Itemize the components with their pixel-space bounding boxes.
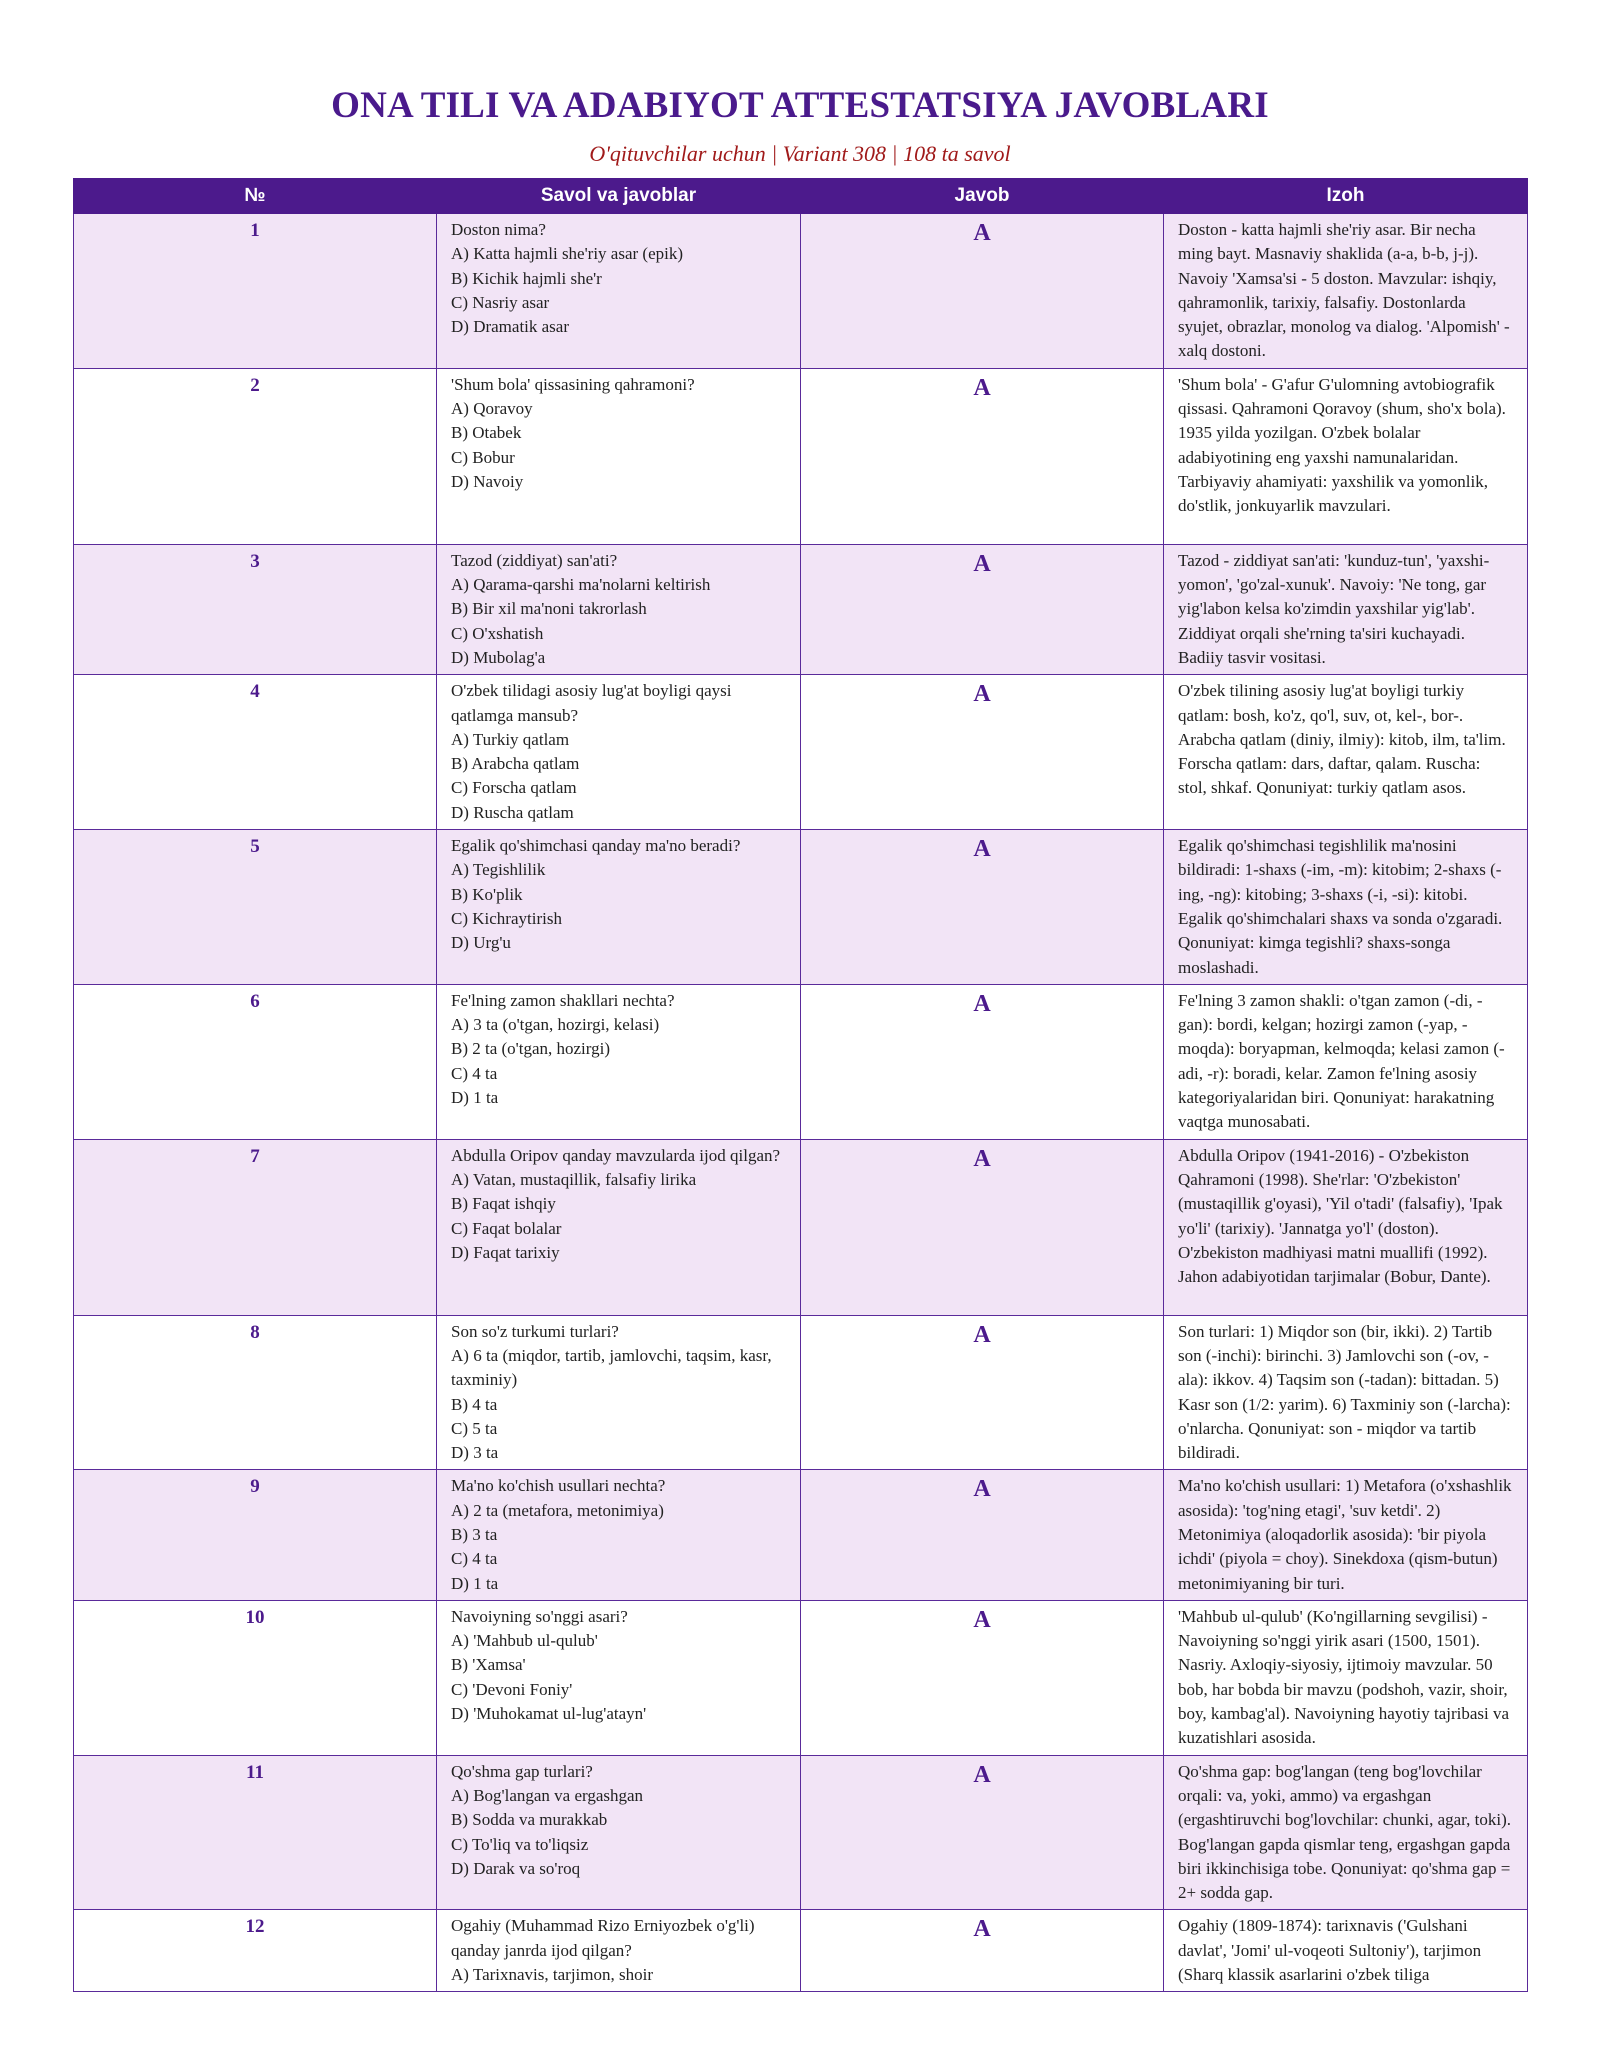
answer-option: A) Qoravoy: [451, 399, 533, 419]
question-text: Abdulla Oripov qanday mavzularda ijod qilgan?: [451, 1145, 781, 1165]
row-number: 3: [74, 544, 437, 674]
explanation-cell: O'zbek tilining asosiy lug'at boyligi turkiy qatlam: bosh, ko'z, qo'l, suv, ot, kel-, bor-. Arabcha qatlam (diniy, ilmiy): kitob, ilm, ta'lim. Forscha qatlam: dars, daftar, qalam. Ruscha: stol, shkaf. Qonuniyat: turkiy qatlam asos.: [1164, 675, 1528, 830]
question-text: Qo'shma gap turlari?: [451, 1761, 593, 1781]
table-row: [74, 1600, 1528, 1755]
correct-answer: A: [801, 368, 1164, 544]
answer-option: D) Darak va so'roq: [451, 1858, 581, 1878]
row-number: 5: [74, 830, 437, 985]
answer-option: C) 4 ta: [451, 1549, 498, 1569]
answer-option: C) Faqat bolalar: [451, 1218, 562, 1238]
table-row: [74, 214, 1528, 369]
explanation-cell: Qo'shma gap: bog'langan (teng bog'lovchilar orqali: va, yoki, ammo) va ergashgan (ergashtiruvchi bog'lovchilar: chunki, agar, toki). Bog'langan gapda qismlar teng, ergashgan gapda biri ikkinchisiga tobe. Qonuniyat: qo'shma gap = 2+ sodda gap.: [1164, 1755, 1528, 1910]
answer-option: D) Faqat tarixiy: [451, 1242, 560, 1262]
correct-answer: A: [801, 1600, 1164, 1755]
explanation-cell: 'Mahbub ul-qulub' (Ko'ngillarning sevgilisi) - Navoiyning so'nggi yirik asari (1500, 1501). Nasriy. Axloqiy-siyosiy, ijtimoiy mavzular. 50 bob, har bobda bir mavzu (podshoh, vazir, shoir, boy, kambag'al). Navoiyning hayotiy tajribasi va kuzatishlari asosida.: [1164, 1600, 1528, 1755]
answer-option: D) Dramatik asar: [451, 317, 570, 337]
answer-option: C) Bobur: [451, 447, 515, 467]
answer-option: D) 1 ta: [451, 1573, 499, 1593]
answer-option: C) 'Devoni Foniy': [451, 1679, 573, 1699]
answer-option: B) Kichik hajmli she'r: [451, 268, 602, 288]
correct-answer: A: [801, 1315, 1164, 1470]
row-number: 8: [74, 1315, 437, 1470]
table-row: [74, 1755, 1528, 1910]
answer-option: B) Faqat ishqiy: [451, 1194, 556, 1214]
question-cell: [437, 1139, 801, 1315]
answer-option: B) Ko'plik: [451, 884, 523, 904]
answer-option: A) 6 ta (miqdor, tartib, jamlovchi, taqsim, kasr, taxminiy): [451, 1345, 772, 1390]
table-header-row: [74, 179, 1528, 214]
answer-option: B) 'Xamsa': [451, 1655, 526, 1675]
question-text: 'Shum bola' qissasining qahramoni?: [451, 374, 695, 394]
column-header-answer: Javob: [801, 179, 1164, 214]
table-row: [74, 1470, 1528, 1600]
answer-option: A) Tarixnavis, tarjimon, shoir: [451, 1965, 653, 1985]
correct-answer: A: [801, 1470, 1164, 1600]
question-cell: [437, 984, 801, 1139]
row-number: 2: [74, 368, 437, 544]
question-text: Ma'no ko'chish usullari nechta?: [451, 1476, 666, 1496]
correct-answer: A: [801, 214, 1164, 369]
explanation-cell: Abdulla Oripov (1941-2016) - O'zbekiston Qahramoni (1998). She'rlar: 'O'zbekiston' (mustaqillik g'oyasi), 'Yil o'tadi' (falsafiy), 'Ipak yo'li' (tarixiy). 'Jannatga yo'l' (doston). O'zbekiston madhiyasi matni muallifi (1992). Jahon adabiyotidan tarjimalar (Bobur, Dante).: [1164, 1139, 1528, 1315]
column-header-note: Izoh: [1164, 179, 1528, 214]
correct-answer: A: [801, 544, 1164, 674]
table-row: [74, 984, 1528, 1139]
correct-answer: A: [801, 830, 1164, 985]
answer-option: A) 2 ta (metafora, metonimiya): [451, 1500, 664, 1520]
explanation-cell: Son turlari: 1) Miqdor son (bir, ikki). 2) Tartib son (-inchi): birinchi. 3) Jamlovchi son (-ov, -ala): ikkov. 4) Taqsim son (-tadan): bittadan. 5) Kasr son (1/2: yarim). 6) Taxminiy son (-larcha): o'nlarcha. Qonuniyat: son - miqdor va tartib bildiradi.: [1164, 1315, 1528, 1470]
explanation-cell: Fe'lning 3 zamon shakli: o'tgan zamon (-di, -gan): bordi, kelgan; hozirgi zamon (-yap, -moqda): boryapman, kelmoqda; kelasi zamon (-adi, -r): boradi, kelar. Zamon fe'lning asosiy kategoriyalaridan biri. Qonuniyat: harakatning vaqtga munosabati.: [1164, 984, 1528, 1139]
question-text: O'zbek tilidagi asosiy lug'at boyligi qaysi qatlamga mansub?: [451, 681, 732, 725]
answer-option: D) 1 ta: [451, 1088, 499, 1108]
page-title: ONA TILI VA ADABIYOT ATTESTATSIYA JAVOBLARI: [331, 85, 1269, 126]
answer-option: C) 5 ta: [451, 1418, 498, 1438]
answer-option: A) Turkiy qatlam: [451, 729, 570, 749]
row-number: 9: [74, 1470, 437, 1600]
question-cell: [437, 1910, 801, 1992]
answer-option: C) Kichraytirish: [451, 908, 562, 928]
answer-option: C) Nasriy asar: [451, 292, 550, 312]
answer-option: A) Vatan, mustaqillik, falsafiy lirika: [451, 1169, 697, 1189]
answer-option: A) Bog'langan va ergashgan: [451, 1785, 644, 1805]
explanation-cell: Tazod - ziddiyat san'ati: 'kunduz-tun', 'yaxshi-yomon', 'go'zal-xunuk'. Navoiy: 'Ne tong, gar yig'labon kelsa ko'zimdin yaxshilar yig'lab'. Ziddiyat orqali she'rning ta'siri kuchayadi. Badiiy tasvir vositasi.: [1164, 544, 1528, 674]
answer-option: C) Forscha qatlam: [451, 778, 577, 798]
explanation-cell: Egalik qo'shimchasi tegishlilik ma'nosini bildiradi: 1-shaxs (-im, -m): kitobim; 2-shaxs (-ing, -ng): kitobing; 3-shaxs (-i, -si): kitobi. Egalik qo'shimchalari shaxs va sonda o'zgaradi. Qonuniyat: kimga tegishli? shaxs-songa moslashadi.: [1164, 830, 1528, 985]
answer-option: B) Bir xil ma'noni takrorlash: [451, 599, 647, 619]
answer-option: D) 3 ta: [451, 1443, 499, 1463]
explanation-cell: 'Shum bola' - G'afur G'ulomning avtobiografik qissasi. Qahramoni Qoravoy (shum, sho'x bola). 1935 yilda yozilgan. O'zbek bolalar adabiyotining eng yaxshi namunalaridan. Tarbiyaviy ahamiyati: yaxshilik va yomonlik, do'stlik, jonkuyarlik mavzulari.: [1164, 368, 1528, 544]
explanation-cell: Doston - katta hajmli she'riy asar. Bir necha ming bayt. Masnaviy shaklida (a-a, b-b, j-j). Navoiy 'Xamsa'si - 5 doston. Mavzular: ishqiy, qahramonlik, tarixiy, falsafiy. Dostonlarda syujet, obrazlar, monolog va dialog. 'Alpomish' - xalq dostoni.: [1164, 214, 1528, 369]
row-number: 7: [74, 1139, 437, 1315]
question-cell: [437, 544, 801, 674]
table-row: [74, 1139, 1528, 1315]
table-row: [74, 675, 1528, 830]
table-row: [74, 368, 1528, 544]
answer-option: C) To'liq va to'liqsiz: [451, 1834, 589, 1854]
row-number: 12: [74, 1910, 437, 1992]
answer-option: A) 3 ta (o'tgan, hozirgi, kelasi): [451, 1015, 660, 1035]
answer-option: B) Otabek: [451, 423, 522, 443]
question-cell: [437, 830, 801, 985]
answer-option: B) 2 ta (o'tgan, hozirgi): [451, 1039, 611, 1059]
table-row: [74, 1910, 1528, 1992]
correct-answer: A: [801, 1910, 1164, 1992]
question-text: Doston nima?: [451, 220, 546, 239]
correct-answer: A: [801, 984, 1164, 1139]
correct-answer: A: [801, 1139, 1164, 1315]
question-text: Ogahiy (Muhammad Rizo Erniyozbek o'g'li) qanday janrda ijod qilgan?: [451, 1916, 755, 1960]
column-header-number: №: [74, 179, 437, 214]
question-cell: [437, 368, 801, 544]
row-number: 10: [74, 1600, 437, 1755]
question-text: Egalik qo'shimchasi qanday ma'no beradi?: [451, 836, 741, 856]
question-text: Navoiyning so'nggi asari?: [451, 1606, 628, 1626]
row-number: 1: [74, 214, 437, 369]
answer-option: D) Navoiy: [451, 471, 524, 491]
row-number: 11: [74, 1755, 437, 1910]
correct-answer: A: [801, 675, 1164, 830]
answer-option: A) Qarama-qarshi ma'nolarni keltirish: [451, 575, 711, 595]
answer-option: B) Sodda va murakkab: [451, 1810, 608, 1830]
answer-option: C) O'xshatish: [451, 623, 544, 643]
page-subtitle: O'qituvchilar uchun | Variant 308 | 108 ta savol: [589, 141, 1011, 166]
question-cell: [437, 675, 801, 830]
answer-option: D) 'Muhokamat ul-lug'atayn': [451, 1704, 647, 1724]
answer-option: A) 'Mahbub ul-qulub': [451, 1631, 598, 1651]
answer-option: C) 4 ta: [451, 1063, 498, 1083]
answers-table: [73, 178, 1528, 1992]
answer-option: D) Urg'u: [451, 933, 511, 953]
question-cell: [437, 1755, 801, 1910]
answer-option: D) Ruscha qatlam: [451, 802, 574, 822]
question-cell: [437, 1315, 801, 1470]
table-row: [74, 544, 1528, 674]
question-cell: [437, 1600, 801, 1755]
question-text: Tazod (ziddiyat) san'ati?: [451, 550, 618, 570]
answer-option: D) Mubolag'a: [451, 647, 546, 667]
column-header-question: Savol va javoblar: [437, 179, 801, 214]
explanation-cell: Ogahiy (1809-1874): tarixnavis ('Gulshani davlat', 'Jomi' ul-voqeoti Sultoniy'), tarjimon (Sharq klassik asarlarini o'zbek tiliga: [1164, 1910, 1528, 1992]
answer-option: A) Tegishlilik: [451, 860, 546, 880]
row-number: 6: [74, 984, 437, 1139]
answer-option: A) Katta hajmli she'riy asar (epik): [451, 244, 684, 264]
question-text: Fe'lning zamon shakllari nechta?: [451, 990, 675, 1010]
table-row: [74, 830, 1528, 985]
row-number: 4: [74, 675, 437, 830]
answer-option: B) Arabcha qatlam: [451, 754, 580, 774]
table-row: [74, 1315, 1528, 1470]
answer-option: B) 4 ta: [451, 1394, 498, 1414]
question-cell: [437, 214, 801, 369]
answer-option: B) 3 ta: [451, 1524, 498, 1544]
question-cell: [437, 1470, 801, 1600]
explanation-cell: Ma'no ko'chish usullari: 1) Metafora (o'xshashlik asosida): 'tog'ning etagi', 'suv ketdi'. 2) Metonimiya (aloqadorlik asosida): 'bir piyola ichdi' (piyola = choy). Sinekdoxa (qism-butun) metonimiyaning bir turi.: [1164, 1470, 1528, 1600]
correct-answer: A: [801, 1755, 1164, 1910]
question-text: Son so'z turkumi turlari?: [451, 1321, 619, 1341]
